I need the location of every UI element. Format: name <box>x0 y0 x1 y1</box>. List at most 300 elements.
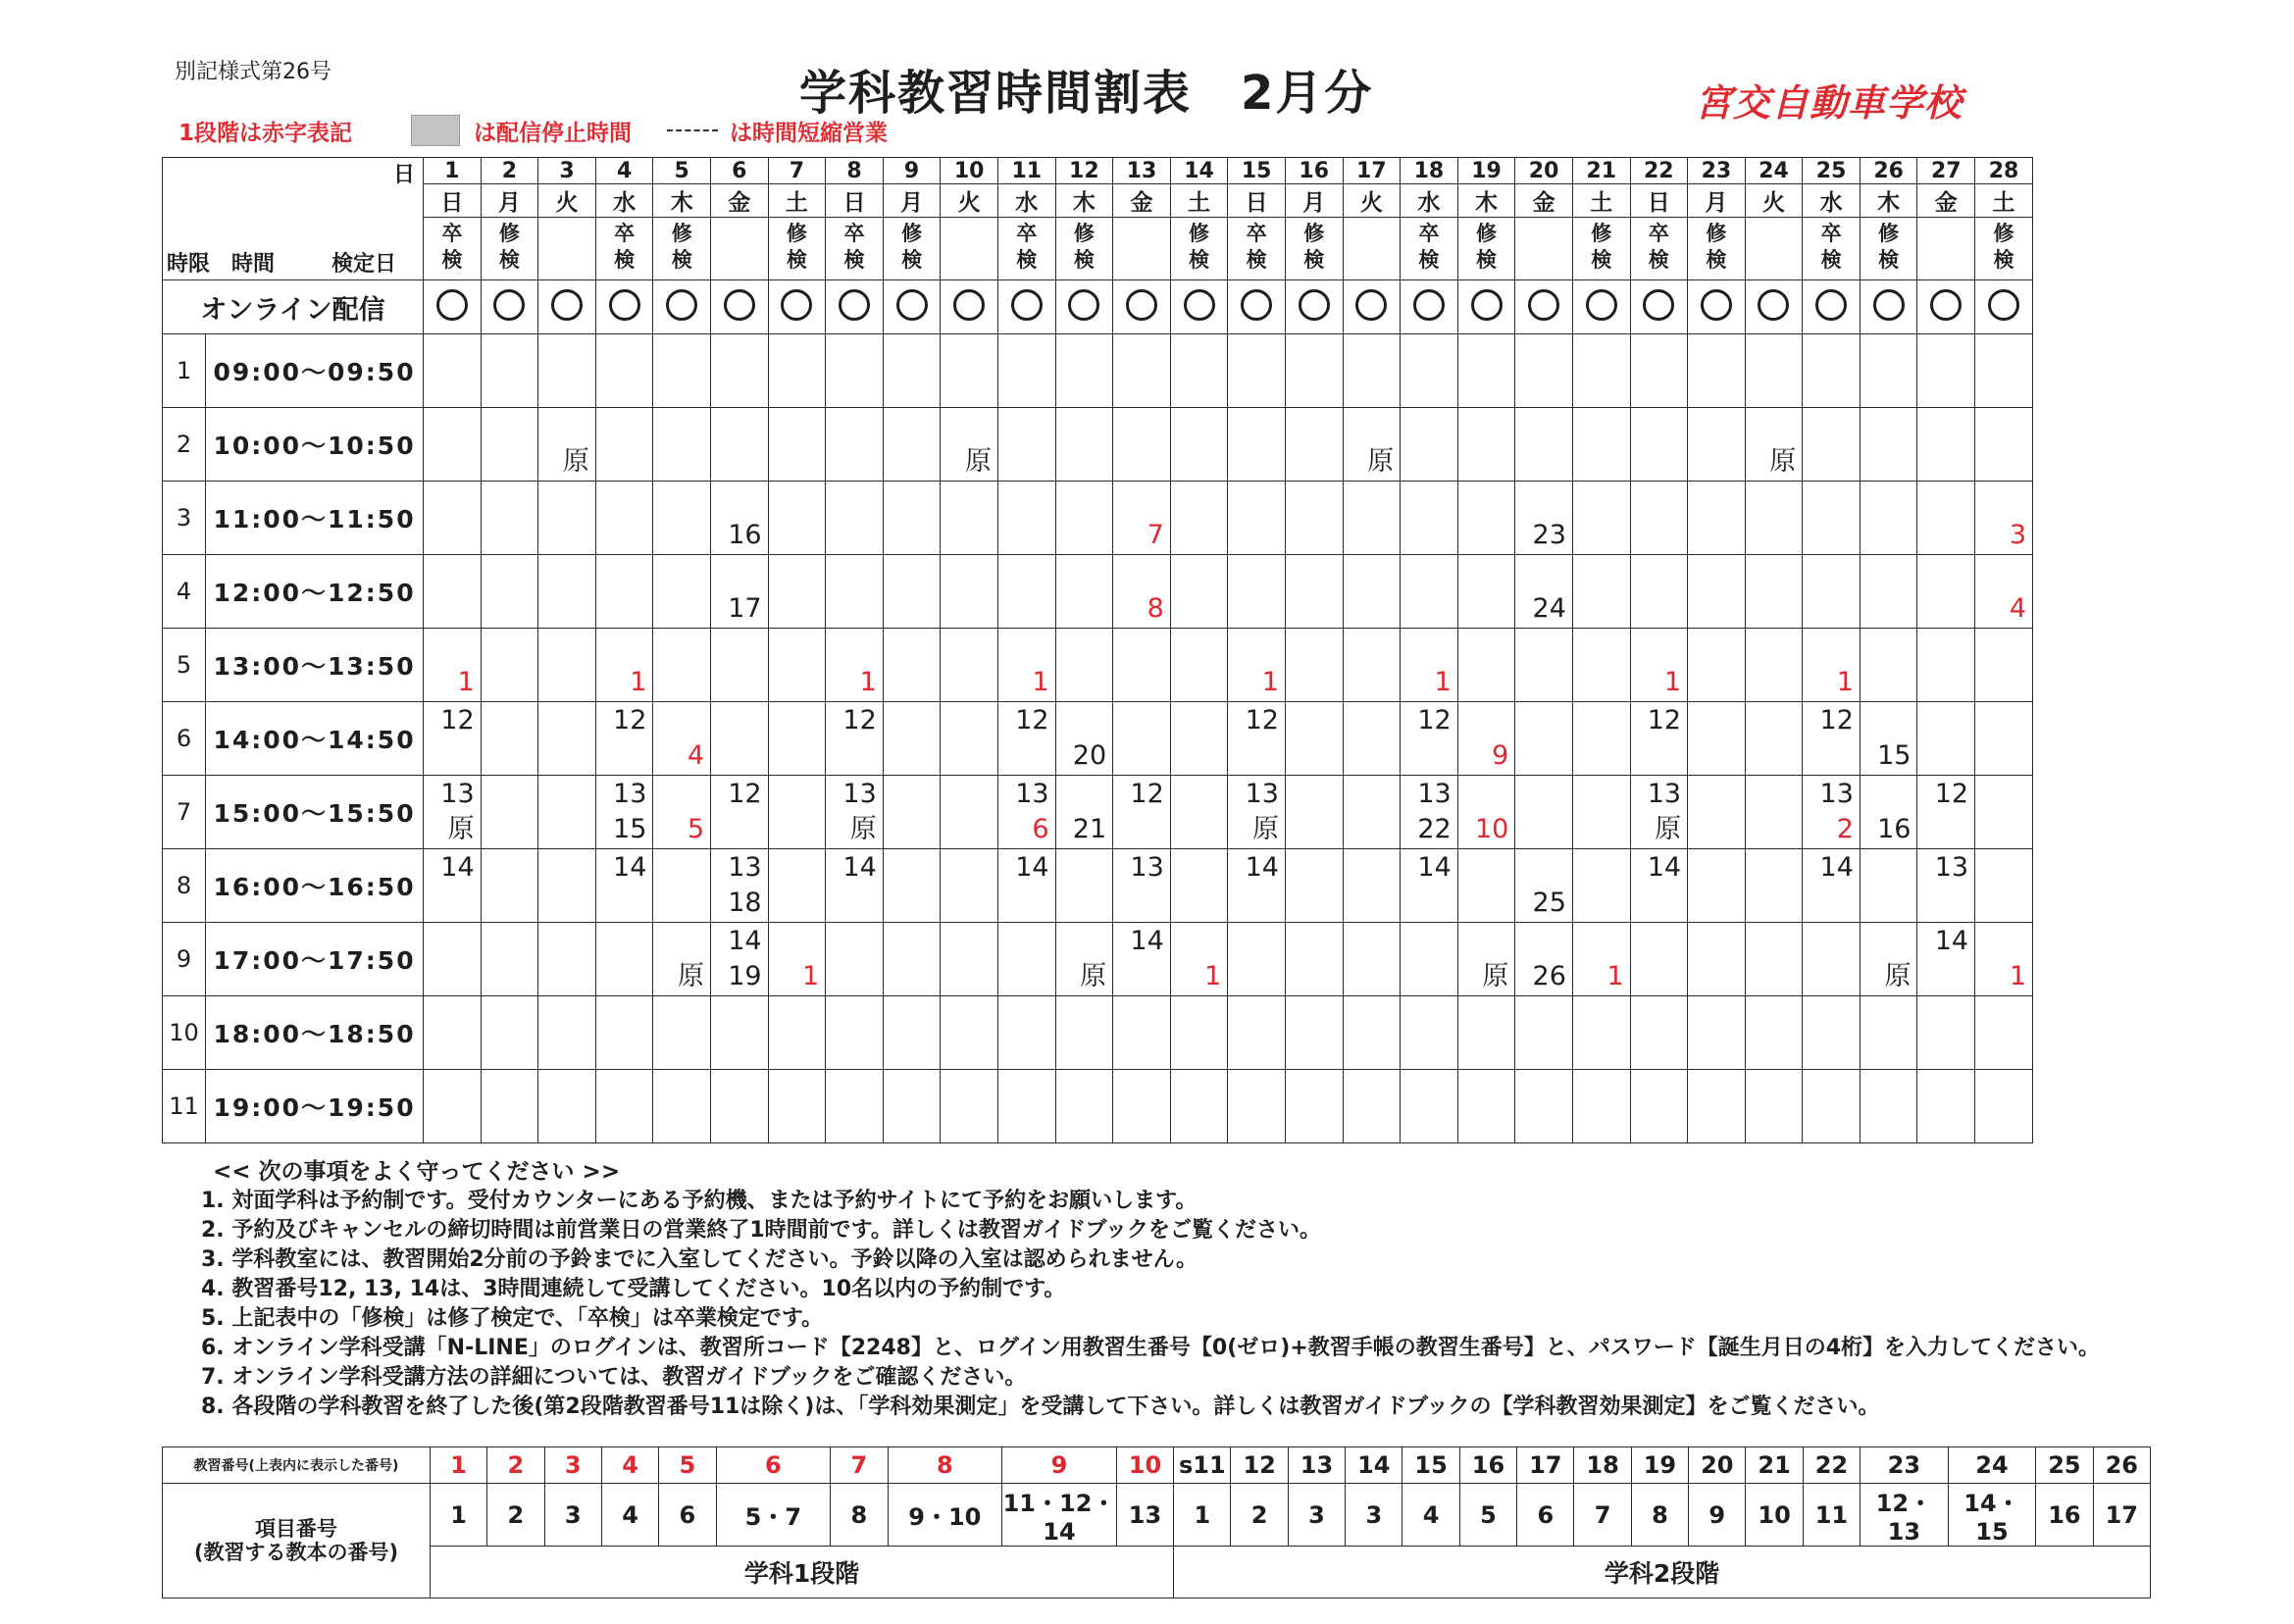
schedule-cell <box>941 629 998 702</box>
online-cell <box>1688 280 1746 334</box>
schedule-cell <box>1688 923 1746 996</box>
period-number: 3 <box>163 482 206 555</box>
lesson-number-bottom: 1 <box>1434 667 1452 697</box>
schedule-cell <box>1572 702 1630 776</box>
schedule-cell <box>1228 629 1286 702</box>
schedule-cell <box>941 849 998 923</box>
weekday: 木 <box>1457 184 1515 218</box>
weekday: 日 <box>424 184 482 218</box>
dashed-line-icon <box>667 129 718 131</box>
schedule-cell <box>1572 334 1630 408</box>
online-circle-icon <box>1011 289 1043 321</box>
schedule-cell <box>1975 923 2033 996</box>
lesson-number-top: 12 <box>440 705 475 736</box>
schedule-cell <box>1457 776 1515 849</box>
schedule-cell <box>538 334 596 408</box>
schedule-cell <box>711 923 769 996</box>
exam-day-cell <box>997 218 1055 280</box>
schedule-cell <box>595 776 653 849</box>
online-cell <box>1113 280 1171 334</box>
lesson-number-bottom: 1 <box>457 667 475 697</box>
schedule-cell <box>1975 482 2033 555</box>
schedule-cell <box>1055 849 1113 923</box>
exam-char-bottom: 検 <box>1878 248 1900 272</box>
schedule-cell <box>997 482 1055 555</box>
schedule-cell <box>1285 849 1343 923</box>
day-number: 28 <box>1975 158 2033 184</box>
schedule-cell <box>1228 334 1286 408</box>
schedule-cell <box>826 702 884 776</box>
schedule-cell <box>883 482 941 555</box>
schedule-cell <box>595 334 653 408</box>
exam-char-top: 修 <box>901 222 923 245</box>
slot-time: 17:00～17:50 <box>206 923 424 996</box>
schedule-cell <box>1457 1070 1515 1143</box>
exam-char-bottom: 検 <box>1591 248 1612 272</box>
lesson-number-top: 14 <box>1647 852 1682 883</box>
schedule-cell <box>1917 555 1975 629</box>
lesson-number-bottom: 原 <box>562 446 589 477</box>
schedule-cell <box>941 408 998 482</box>
schedule-cell <box>1170 776 1228 849</box>
schedule-cell <box>1457 482 1515 555</box>
lesson-number-top: 12 <box>728 779 762 809</box>
online-cell <box>1572 280 1630 334</box>
lesson-number-top: 13 <box>1647 779 1682 809</box>
exam-char-bottom: 検 <box>1418 248 1440 272</box>
schedule-cell <box>826 555 884 629</box>
online-circle-icon <box>1758 289 1789 321</box>
slot-time: 15:00～15:50 <box>206 776 424 849</box>
schedule-cell <box>941 334 998 408</box>
weekday: 月 <box>1688 184 1746 218</box>
lesson-number: 5 <box>659 1447 716 1484</box>
lesson-number: 23 <box>1861 1447 1949 1484</box>
schedule-cell <box>1228 996 1286 1070</box>
schedule-cell <box>1515 923 1573 996</box>
lesson-number: 9 <box>1002 1447 1117 1484</box>
item-number-label <box>163 1484 431 1599</box>
schedule-cell <box>1170 702 1228 776</box>
schedule-cell <box>1688 702 1746 776</box>
lesson-number-top: 13 <box>1015 779 1049 809</box>
slot-time: 14:00～14:50 <box>206 702 424 776</box>
schedule-cell <box>941 555 998 629</box>
exam-char-bottom: 検 <box>1016 248 1038 272</box>
legend-dash-note: は時間短縮営業 <box>730 120 889 146</box>
schedule-cell <box>595 702 653 776</box>
schedule-cell <box>1228 702 1286 776</box>
lesson-number-bottom: 1 <box>1261 667 1279 697</box>
item-number: 5・7 <box>716 1484 831 1547</box>
weekday: 木 <box>1860 184 1917 218</box>
online-cell <box>538 280 596 334</box>
exam-char-top: 修 <box>786 222 807 245</box>
schedule-cell <box>424 702 482 776</box>
schedule-cell <box>826 849 884 923</box>
schedule-cell <box>1688 629 1746 702</box>
lesson-number-top: 12 <box>613 705 647 736</box>
period-number: 10 <box>163 996 206 1070</box>
exam-day-cell <box>1457 218 1515 280</box>
period-number: 8 <box>163 849 206 923</box>
lesson-number-bottom: 1 <box>859 667 877 697</box>
day-number: 20 <box>1515 158 1573 184</box>
lesson-number-bottom: 原 <box>1251 814 1279 844</box>
exam-day-cell <box>1630 218 1688 280</box>
exam-day-cell <box>538 218 596 280</box>
schedule-cell <box>1975 849 2033 923</box>
schedule-cell <box>1515 408 1573 482</box>
exam-char-top: 卒 <box>843 222 865 245</box>
exam-char-top: 修 <box>498 222 520 245</box>
time-slot-row <box>163 776 2033 849</box>
schedule-cell <box>1975 408 2033 482</box>
schedule-cell <box>1401 996 1458 1070</box>
schedule-cell <box>768 923 826 996</box>
online-cell <box>768 280 826 334</box>
schedule-cell <box>1113 482 1171 555</box>
exam-char-bottom: 検 <box>671 248 692 272</box>
schedule-cell <box>1401 702 1458 776</box>
lesson-number-bottom: 26 <box>1532 961 1566 991</box>
schedule-cell <box>1688 482 1746 555</box>
schedule-cell <box>1401 776 1458 849</box>
lesson-number-top: 12 <box>842 705 877 736</box>
schedule-cell <box>883 996 941 1070</box>
schedule-cell <box>1113 702 1171 776</box>
schedule-cell <box>424 555 482 629</box>
day-number: 15 <box>1228 158 1286 184</box>
slot-time: 09:00～09:50 <box>206 334 424 408</box>
lesson-number-bottom: 原 <box>678 961 704 991</box>
notes-section <box>201 1157 2100 1422</box>
exam-char-bottom: 検 <box>1246 248 1267 272</box>
exam-char-bottom: 検 <box>498 248 520 272</box>
lesson-number: 17 <box>1517 1447 1574 1484</box>
notes-list <box>201 1187 2100 1422</box>
schedule-cell <box>997 702 1055 776</box>
weekday: 金 <box>711 184 769 218</box>
schedule-cell <box>1170 482 1228 555</box>
online-circle-icon <box>1701 289 1732 321</box>
schedule-cell <box>1515 776 1573 849</box>
online-cell <box>1170 280 1228 334</box>
schedule-cell <box>1457 334 1515 408</box>
schedule-cell <box>1170 849 1228 923</box>
online-circle-icon <box>1299 289 1330 321</box>
online-circle-icon <box>1184 289 1215 321</box>
gray-swatch-icon <box>411 115 460 146</box>
lesson-number-bottom: 25 <box>1532 888 1566 918</box>
exam-day-cell <box>653 218 711 280</box>
schedule-cell <box>997 923 1055 996</box>
schedule-cell <box>826 334 884 408</box>
lesson-number-bottom: 原 <box>1655 814 1682 844</box>
schedule-cell <box>1975 702 2033 776</box>
schedule-cell <box>768 1070 826 1143</box>
schedule-cell <box>1228 776 1286 849</box>
online-cell <box>941 280 998 334</box>
schedule-cell <box>1860 482 1917 555</box>
weekday: 水 <box>595 184 653 218</box>
schedule-cell <box>1860 1070 1917 1143</box>
schedule-cell <box>941 923 998 996</box>
schedule-cell <box>1457 555 1515 629</box>
schedule-cell <box>1113 1070 1171 1143</box>
schedule-cell <box>481 996 538 1070</box>
schedule-cell <box>1917 776 1975 849</box>
schedule-cell <box>595 923 653 996</box>
schedule-cell <box>481 776 538 849</box>
schedule-cell <box>481 555 538 629</box>
schedule-cell <box>826 996 884 1070</box>
schedule-cell <box>1745 555 1803 629</box>
schedule-cell <box>997 776 1055 849</box>
lesson-number-bottom: 18 <box>728 888 762 918</box>
lesson-number-top: 14 <box>1934 926 1969 956</box>
schedule-cell <box>1515 555 1573 629</box>
lesson-number: 21 <box>1746 1447 1803 1484</box>
schedule-cell <box>1515 996 1573 1070</box>
lesson-number-top: 12 <box>1417 705 1452 736</box>
schedule-cell <box>1745 482 1803 555</box>
weekday: 日 <box>826 184 884 218</box>
schedule-cell <box>1055 923 1113 996</box>
schedule-cell <box>1745 996 1803 1070</box>
online-circle-icon <box>896 289 928 321</box>
schedule-cell <box>1113 923 1171 996</box>
day-number: 19 <box>1457 158 1515 184</box>
weekday: 日 <box>1630 184 1688 218</box>
schedule-cell <box>538 849 596 923</box>
schedule-cell <box>481 334 538 408</box>
exam-day-cell <box>1401 218 1458 280</box>
schedule-cell <box>424 482 482 555</box>
schedule-cell <box>538 1070 596 1143</box>
schedule-cell <box>1803 1070 1861 1143</box>
schedule-cell <box>538 408 596 482</box>
item-number: 3 <box>544 1484 601 1547</box>
online-cell <box>1975 280 2033 334</box>
schedule-cell <box>1803 334 1861 408</box>
schedule-cell <box>1688 334 1746 408</box>
lesson-number-top: 14 <box>1130 926 1164 956</box>
note-item: 1. 対面学科は予約制です。受付カウンターにある予約機、または予約サイトにて予約をお願いします。 <box>201 1189 1198 1213</box>
schedule-cell <box>1803 629 1861 702</box>
schedule-cell <box>1515 482 1573 555</box>
schedule-cell <box>1170 334 1228 408</box>
exam-day-cell <box>1055 218 1113 280</box>
weekday: 水 <box>1803 184 1861 218</box>
schedule-cell <box>595 629 653 702</box>
exam-char-bottom: 検 <box>843 248 865 272</box>
schedule-cell <box>1975 334 2033 408</box>
schedule-cell <box>1745 629 1803 702</box>
online-cell <box>1055 280 1113 334</box>
lesson-number-label <box>163 1447 431 1484</box>
item-number: 16 <box>2036 1484 2093 1547</box>
lesson-number-top: 14 <box>728 926 762 956</box>
schedule-cell <box>1860 849 1917 923</box>
weekday: 水 <box>1401 184 1458 218</box>
weekday: 木 <box>1055 184 1113 218</box>
schedule-cell <box>883 776 941 849</box>
schedule-cell <box>1630 996 1688 1070</box>
day-number: 2 <box>481 158 538 184</box>
online-circle-icon <box>839 289 870 321</box>
exam-char-top: 修 <box>1706 222 1727 245</box>
schedule-cell <box>1343 482 1401 555</box>
schedule-cell <box>595 1070 653 1143</box>
lesson-number-bottom: 20 <box>1072 740 1107 771</box>
schedule-cell <box>711 555 769 629</box>
schedule-cell <box>1170 1070 1228 1143</box>
schedule-cell <box>1803 408 1861 482</box>
exam-day-cell <box>424 218 482 280</box>
schedule-cell <box>424 629 482 702</box>
schedule-cell <box>538 482 596 555</box>
schedule-cell <box>1285 482 1343 555</box>
weekday: 土 <box>1170 184 1228 218</box>
schedule-cell <box>1572 482 1630 555</box>
schedule-cell <box>768 702 826 776</box>
schedule-cell <box>653 555 711 629</box>
schedule-cell <box>1745 923 1803 996</box>
exam-day-cell <box>1170 218 1228 280</box>
schedule-cell <box>1917 334 1975 408</box>
time-slot-row <box>163 996 2033 1070</box>
schedule-cell <box>997 629 1055 702</box>
lesson-number-bottom: 6 <box>1032 814 1049 844</box>
schedule-cell <box>538 702 596 776</box>
exam-char-top: 修 <box>1476 222 1498 245</box>
online-circle-icon <box>436 289 468 321</box>
exam-day-cell <box>941 218 998 280</box>
lesson-number-bottom: 7 <box>1147 520 1164 550</box>
schedule-cell <box>1630 555 1688 629</box>
lesson-number-bottom: 2 <box>1836 814 1854 844</box>
schedule-cell <box>1745 408 1803 482</box>
schedule-cell <box>711 629 769 702</box>
lesson-number-bottom: 15 <box>1877 740 1912 771</box>
day-number: 24 <box>1745 158 1803 184</box>
exam-char-top: 卒 <box>614 222 636 245</box>
online-circle-icon <box>1241 289 1272 321</box>
lesson-number-bottom: 24 <box>1532 593 1566 624</box>
schedule-cell <box>711 702 769 776</box>
exam-char-bottom: 検 <box>1073 248 1095 272</box>
schedule-cell <box>1515 702 1573 776</box>
schedule-cell <box>826 629 884 702</box>
exam-day-cell <box>1113 218 1171 280</box>
schedule-cell <box>768 555 826 629</box>
online-circle-icon <box>551 289 583 321</box>
schedule-cell <box>826 776 884 849</box>
exam-char-top: 卒 <box>1820 222 1842 245</box>
schedule-cell <box>768 629 826 702</box>
lesson-number-top: 12 <box>1245 705 1279 736</box>
lesson-number-bottom: 5 <box>687 814 704 844</box>
online-circle-icon <box>493 289 525 321</box>
period-label: 時限 <box>167 252 211 277</box>
schedule-cell <box>1917 1070 1975 1143</box>
schedule-cell <box>1343 334 1401 408</box>
schedule-cell <box>1401 482 1458 555</box>
schedule-cell <box>711 482 769 555</box>
item-number: 6 <box>659 1484 716 1547</box>
schedule-cell <box>1630 408 1688 482</box>
day-number: 25 <box>1803 158 1861 184</box>
schedule-cell <box>595 849 653 923</box>
online-cell <box>1401 280 1458 334</box>
schedule-cell <box>653 849 711 923</box>
online-cell <box>481 280 538 334</box>
online-circle-icon <box>724 289 755 321</box>
lesson-number: 19 <box>1631 1447 1688 1484</box>
day-label: 日 <box>393 163 416 187</box>
weekday: 火 <box>1343 184 1401 218</box>
schedule-cell <box>1113 629 1171 702</box>
day-number: 14 <box>1170 158 1228 184</box>
schedule-cell <box>1113 849 1171 923</box>
schedule-cell <box>653 629 711 702</box>
schedule-cell <box>653 408 711 482</box>
online-cell <box>1343 280 1401 334</box>
note-item: 2. 予約及びキャンセルの締切時間は前営業日の営業終了1時間前です。詳しくは教習ガイドブックをご覧ください。 <box>201 1218 1322 1243</box>
schedule-cell <box>826 1070 884 1143</box>
note-item: 3. 学科教室には、教習開始2分前の予鈴までに入室してください。予鈴以降の入室は認められません。 <box>201 1247 1198 1272</box>
lesson-number-bottom: 16 <box>1877 814 1912 844</box>
weekday: 火 <box>1745 184 1803 218</box>
lesson-number-bottom: 9 <box>1492 740 1509 771</box>
weekday: 土 <box>1572 184 1630 218</box>
online-cell <box>711 280 769 334</box>
period-number: 5 <box>163 629 206 702</box>
weekday: 水 <box>997 184 1055 218</box>
online-cell <box>883 280 941 334</box>
schedule-cell <box>1630 629 1688 702</box>
exam-char-top: 卒 <box>1648 222 1669 245</box>
online-cell <box>1228 280 1286 334</box>
schedule-cell <box>424 849 482 923</box>
schedule-cell <box>1572 776 1630 849</box>
schedule-cell <box>1917 408 1975 482</box>
lesson-number: 24 <box>1948 1447 2036 1484</box>
online-circle-icon <box>1126 289 1157 321</box>
schedule-cell <box>481 702 538 776</box>
lesson-number-bottom: 4 <box>687 740 704 771</box>
online-circle-icon <box>1471 289 1503 321</box>
schedule-cell <box>883 702 941 776</box>
exam-day-cell <box>1745 218 1803 280</box>
exam-char-bottom: 検 <box>1189 248 1210 272</box>
exam-char-bottom: 検 <box>1303 248 1325 272</box>
schedule-cell <box>1860 629 1917 702</box>
lesson-number-bottom: 4 <box>2009 593 2026 624</box>
schedule-cell <box>1285 996 1343 1070</box>
day-number: 21 <box>1572 158 1630 184</box>
schedule-cell <box>595 555 653 629</box>
lesson-number-top: 13 <box>842 779 877 809</box>
schedule-cell <box>941 1070 998 1143</box>
exam-char-bottom: 検 <box>1476 248 1498 272</box>
period-number: 4 <box>163 555 206 629</box>
day-number: 16 <box>1285 158 1343 184</box>
exam-day-cell <box>768 218 826 280</box>
schedule-cell <box>1860 334 1917 408</box>
schedule-cell <box>711 849 769 923</box>
